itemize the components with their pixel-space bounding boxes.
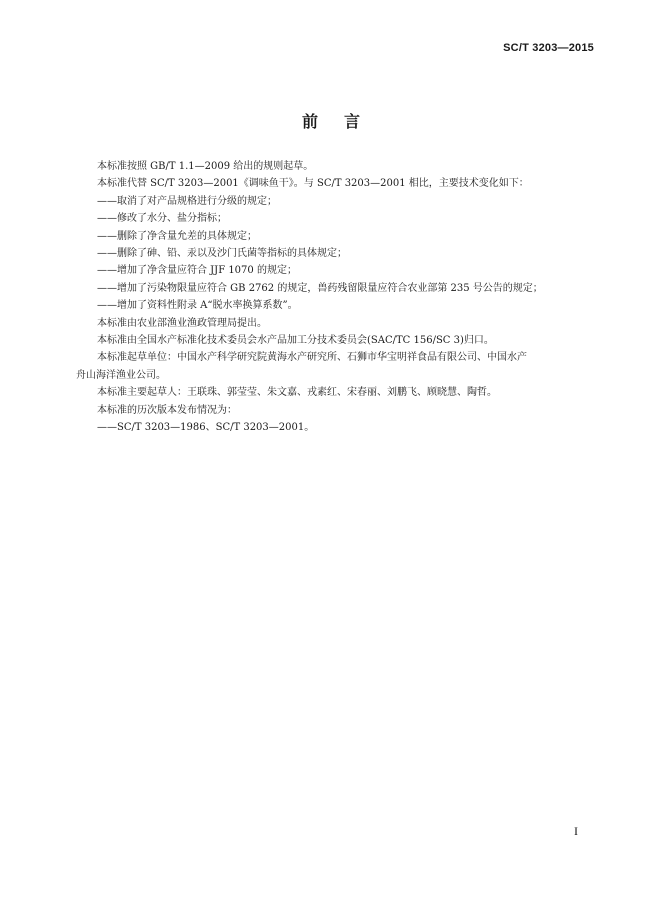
- change-item: ——修改了水分、盐分指标；: [97, 213, 227, 225]
- change-item: ——增加了污染物限量应符合 GB 2762 的规定，兽药残留限量应符合农业部第 235 号公告的规定；: [97, 282, 543, 294]
- paragraph-drafting-rules: 本标准按照 GB/T 1.1—2009 给出的规则起草。: [97, 161, 314, 172]
- page-number: I: [574, 824, 578, 838]
- change-item: ——删除了砷、铅、汞以及沙门氏菌等指标的具体规定；: [97, 248, 347, 260]
- paragraph-drafters: 本标准主要起草人：王联珠、郭莹莹、朱文嘉、戎素红、宋春丽、刘鹏飞、顾晓慧、陶哲。: [97, 387, 497, 399]
- paragraph-drafting-units-cont: 舟山海洋渔业公司。: [76, 369, 166, 381]
- change-item: ——取消了对产品规格进行分级的规定；: [97, 195, 277, 207]
- change-item: ——增加了资料性附录 A“脱水率换算系数”。: [97, 300, 298, 312]
- page-title: 前言: [301, 112, 386, 131]
- paragraph-history: 本标准的历次版本发布情况为：: [97, 404, 237, 416]
- history-item: ——SC/T 3203—1986、SC/T 3203—2001。: [97, 422, 315, 434]
- paragraph-replaces: 本标准代替 SC/T 3203—2001《调味鱼干》。与 SC/T 3203—2001 相比，主要技术变化如下：: [97, 178, 529, 190]
- change-item: ——删除了净含量允差的具体规定；: [97, 230, 257, 242]
- paragraph-centralized: 本标准由全国水产标准化技术委员会水产品加工分技术委员会(SAC/TC 156/SC 3)归口。: [97, 335, 494, 347]
- paragraph-drafting-units: 本标准起草单位：中国水产科学研究院黄海水产研究所、石狮市华宝明祥食品有限公司、中国水产: [97, 352, 527, 364]
- change-item: ——增加了净含量应符合 JJF 1070 的规定；: [97, 265, 297, 277]
- standard-code-header: SC/T 3203—2015: [503, 42, 594, 54]
- foreword-content: [76, 158, 589, 437]
- paragraph-proposer: 本标准由农业部渔业渔政管理局提出。: [97, 317, 267, 329]
